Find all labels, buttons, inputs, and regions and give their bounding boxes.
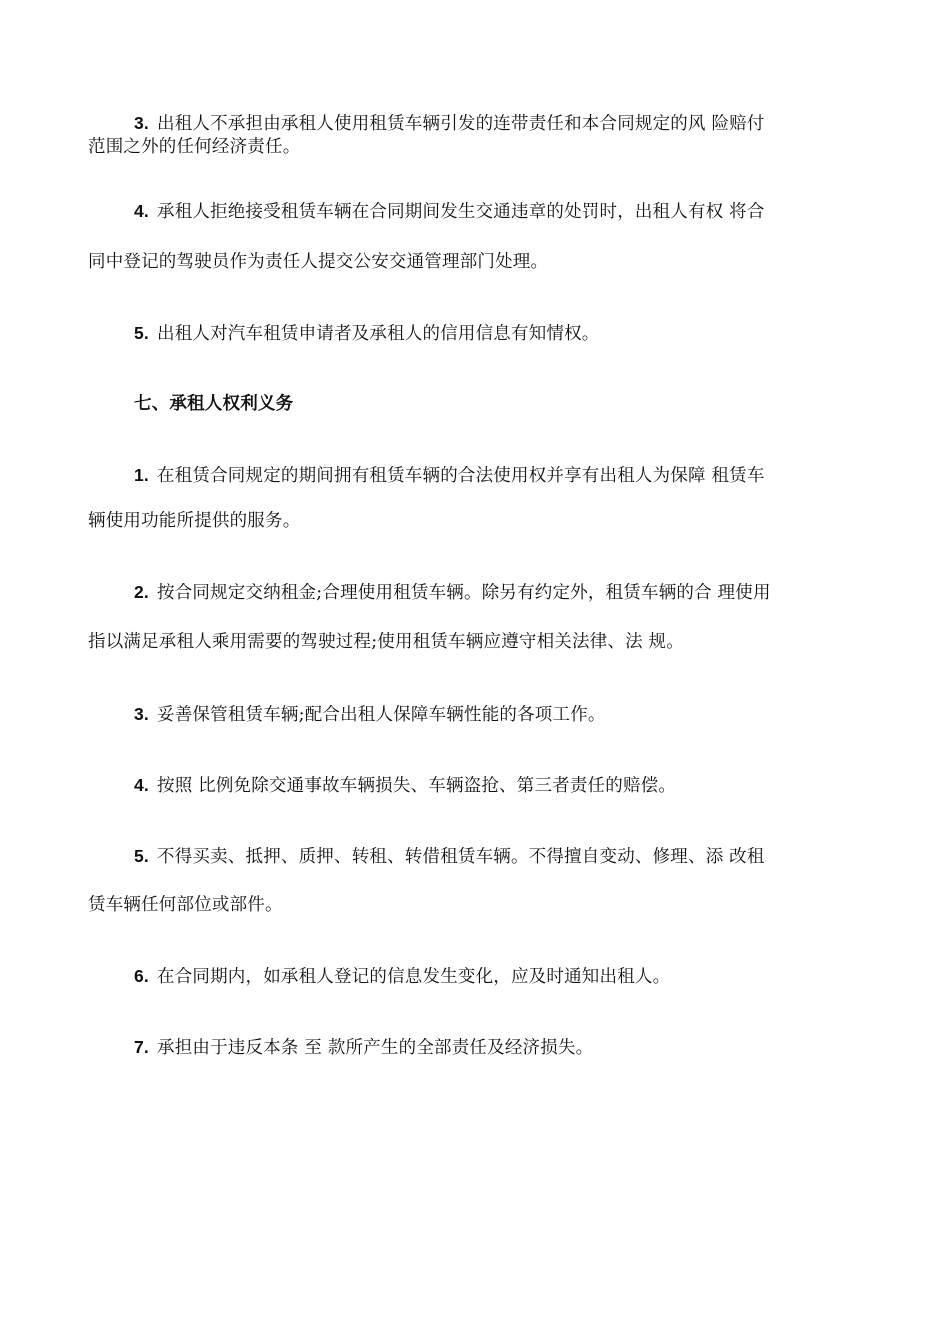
lessee-clause-7-line-1: 7. 承担由于违反本条 至 款所产生的全部责任及经济损失。 <box>134 1037 594 1058</box>
lessee-clause-2-line-2: 指以满足承租人乘用需要的驾驶过程;使用租赁车辆应遵守相关法律、法 规。 <box>88 632 684 652</box>
lessee-clause-6-line-1: 6. 在合同期内，如承租人登记的信息发生变化，应及时通知出租人。 <box>134 966 671 987</box>
clause-number: 5. <box>134 323 149 343</box>
clause-number: 4. <box>134 775 149 795</box>
clause-number: 3. <box>134 704 149 724</box>
lessor-clause-4-line-1: 4. 承租人拒绝接受租赁车辆在合同期间发生交通违章的处罚时，出租人有权 将合 <box>134 201 765 222</box>
lessee-clause-1-line-1: 1. 在租赁合同规定的期间拥有租赁车辆的合法使用权并享有出租人为保障 租赁车 <box>134 465 765 486</box>
lessee-clause-5-line-1: 5. 不得买卖、抵押、质押、转租、转借租赁车辆。不得擅自变动、修理、添 改租 <box>134 846 765 867</box>
lessee-clause-5-line-2: 赁车辆任何部位或部件。 <box>88 895 283 915</box>
clause-number: 5. <box>134 846 149 866</box>
clause-number: 4. <box>134 201 149 221</box>
lessor-clause-3-line-1: 3. 出租人不承担由承租人使用租赁车辆引发的连带责任和本合同规定的风 险赔付 <box>134 113 765 134</box>
clause-number: 7. <box>134 1037 149 1057</box>
clause-number: 6. <box>134 966 149 986</box>
section-heading: 七、承租人权利义务 <box>134 394 294 414</box>
lessee-clause-2-line-1: 2. 按合同规定交纳租金;合理使用租赁车辆。除另有约定外，租赁车辆的合 理使用 <box>134 582 771 603</box>
clause-number: 2. <box>134 582 149 602</box>
lessor-clause-5-line-1: 5. 出租人对汽车租赁申请者及承租人的信用信息有知情权。 <box>134 323 600 344</box>
lessor-clause-3-line-2: 范围之外的任何经济责任。 <box>88 137 301 157</box>
lessee-clause-1-line-2: 辆使用功能所提供的服务。 <box>88 511 301 531</box>
clause-number: 1. <box>134 465 149 485</box>
lessor-clause-4-line-2: 同中登记的驾驶员作为责任人提交公安交通管理部门处理。 <box>88 252 549 272</box>
lessee-clause-3-line-1: 3. 妥善保管租赁车辆;配合出租人保障车辆性能的各项工作。 <box>134 704 606 725</box>
clause-number: 3. <box>134 113 149 133</box>
lessee-clause-4-line-1: 4. 按照 比例免除交通事故车辆损失、车辆盗抢、第三者责任的赔偿。 <box>134 775 677 796</box>
